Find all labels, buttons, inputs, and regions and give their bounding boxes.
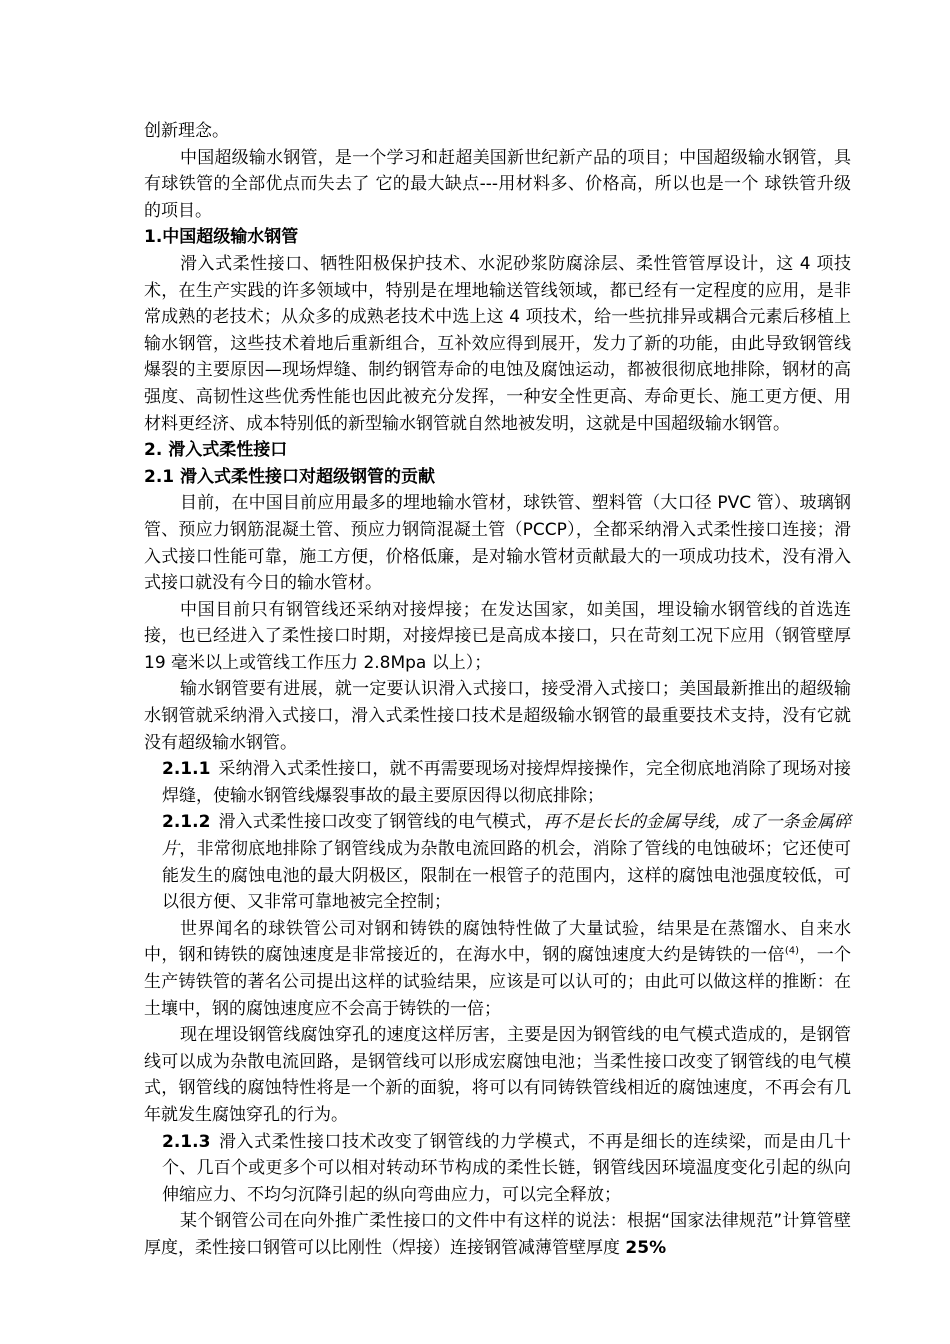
paragraph-text: 目前，在中国目前应用最多的埋地输水管材，球铁管、塑料管（大口径 PVC 管）、玻璃钢管、预应力钢筋混凝土管、预应力钢筒混凝土管（PCCP），全都采纳滑入式柔性接口连接；滑入式接口性能可靠，施工方便，价格低廉，是对输水管材贡献最大的一项成功技术，没有滑入式接口就没有今日的输水管材。 <box>144 493 851 594</box>
paragraph-text: 现在埋设钢管线腐蚀穿孔的速度这样厉害，主要是因为钢管线的电气模式造成的，是钢管线可以成为杂散电流回路，是钢管线可以形成宏腐蚀电池；当柔性接口改变了钢管线的电气模式，钢管线的腐蚀特性将是一个新的面貌，将可以有同铸铁管线相近的腐蚀速度，不再会有几年就发生腐蚀穿孔的行为。 <box>144 1025 851 1125</box>
emphasis-text: 再不是长长的金属导线，成了一条金属碎片 <box>162 812 852 860</box>
item-number: 2.1.2 <box>162 812 211 833</box>
item-number: 2.1.3 <box>162 1131 211 1152</box>
paragraph-text: 中国超级输水钢管，是一个学习和赶超美国新世纪新产品的项目；中国超级输水钢管，具有球铁管的全部优点而失去了 它的最大缺点---用材料多、价格高，所以也是一个 球铁管升级的项目。 <box>144 147 851 221</box>
paragraph-text-part: 某个钢管公司在向外推广柔性接口的文件中有这样的说法：根据“国家法律规范”计算管壁厚度，柔性接口钢管可以比刚性（焊接）连接钢管减薄管壁厚度 <box>144 1211 851 1258</box>
numbered-paragraph <box>144 756 851 809</box>
paragraph-text <box>144 1208 851 1261</box>
paragraph-text: 输水钢管要有进展，就一定要认识滑入式接口，接受滑入式接口；美国最新推出的超级输水钢管就采纳滑入式接口，滑入式柔性接口技术是超级输水钢管的最重要技术支持，没有它就没有超级输水钢管。 <box>144 679 851 753</box>
paragraph-text: 采纳滑入式柔性接口，就不再需要现场对接焊焊接操作，完全彻底地消除了现场对接焊缝，使输水钢管线爆裂事故的最主要原因得以彻底排除； <box>162 759 851 806</box>
section-heading: 2. 滑入式柔性接口 <box>144 440 288 461</box>
item-number: 2.1.1 <box>162 759 211 780</box>
percentage-value: 25% <box>625 1237 667 1258</box>
paragraph-text: 滑入式柔性接口、牺牲阳极保护技术、水泥砂浆防腐涂层、柔性管管厚设计，这 4 项技术，在生产实践的许多领域中，特别是在埋地输送管线领域，都已经有一定程度的应用，是非常成熟的老技术；从众多的成熟老技术中选上这 4 项技术，给一些抗排异或耦合元素后移植上输水钢管，这些技术着地后重新组合，互补效应得到展开，发力了新的功能，由此导致钢管线爆裂的主要原因—现场焊缝、制约钢管寿命的电蚀及腐蚀运动，都被很彻底地排除，钢材的高强度、高韧性这些优秀性能也因此被充分发挥，一种安全性更高、寿命更长、施工更方便、用材料更经济、成本特别低的新型输水钢管就自然地被发明，这就是中国超级输水钢管。 <box>144 253 851 434</box>
document-body <box>144 118 851 1262</box>
paragraph-text-part: ，一个生产铸铁管的著名公司提出这样的试验结果，应该是可以认可的；由此可以做这样的推断：在土壤中，钢的腐蚀速度应不会高于铸铁的一倍； <box>144 945 852 1019</box>
paragraph-text: 创新理念。 <box>144 121 229 141</box>
paragraph-text: 滑入式柔性接口技术改变了钢管线的力学模式，不再是细长的连续梁，而是由几十个、几百个或更多个可以相对转动环节构成的柔性长链，钢管线因环境温度变化引起的纵向伸缩应力、不均匀沉降引起的纵向弯曲应力，可以完全释放； <box>162 1131 851 1205</box>
section-heading: 1.中国超级输水钢管 <box>144 227 299 248</box>
paragraph-text: ，非常彻底地排除了钢管线成为杂散电流回路的机会，消除了管线的电蚀破坏；它还使可能发生的腐蚀电池的最大阴极区，限制在一根管子的范围内，这样的腐蚀电池强度较低，可以很方便、又非常可靠地被完全控制； <box>162 839 852 913</box>
paragraph-text: 滑入式柔性接口改变了钢管线的电气模式， <box>218 812 544 833</box>
citation-superscript: (4) <box>784 945 800 957</box>
paragraph-text <box>144 916 851 1022</box>
paragraph-text: 中国目前只有钢管线还采纳对接焊接；在发达国家，如美国，埋设输水钢管线的首选连接，也已经进入了柔性接口时期，对接焊接已是高成本接口，只在苛刻工况下应用（钢管壁厚 19 毫米以上或管线工作压力 2.8Mpa 以上）； <box>144 599 851 673</box>
paragraph-text-part: 世界闻名的球铁管公司对钢和铸铁的腐蚀特性做了大量试验，结果是在蒸馏水、自来水中，钢和铸铁的腐蚀速度是非常接近的，在海水中，钢的腐蚀速度大约是铸铁的一倍 <box>144 918 851 966</box>
numbered-paragraph <box>144 809 851 915</box>
numbered-paragraph <box>144 1129 851 1209</box>
subsection-heading: 2.1 滑入式柔性接口对超级钢管的贡献 <box>144 466 436 487</box>
